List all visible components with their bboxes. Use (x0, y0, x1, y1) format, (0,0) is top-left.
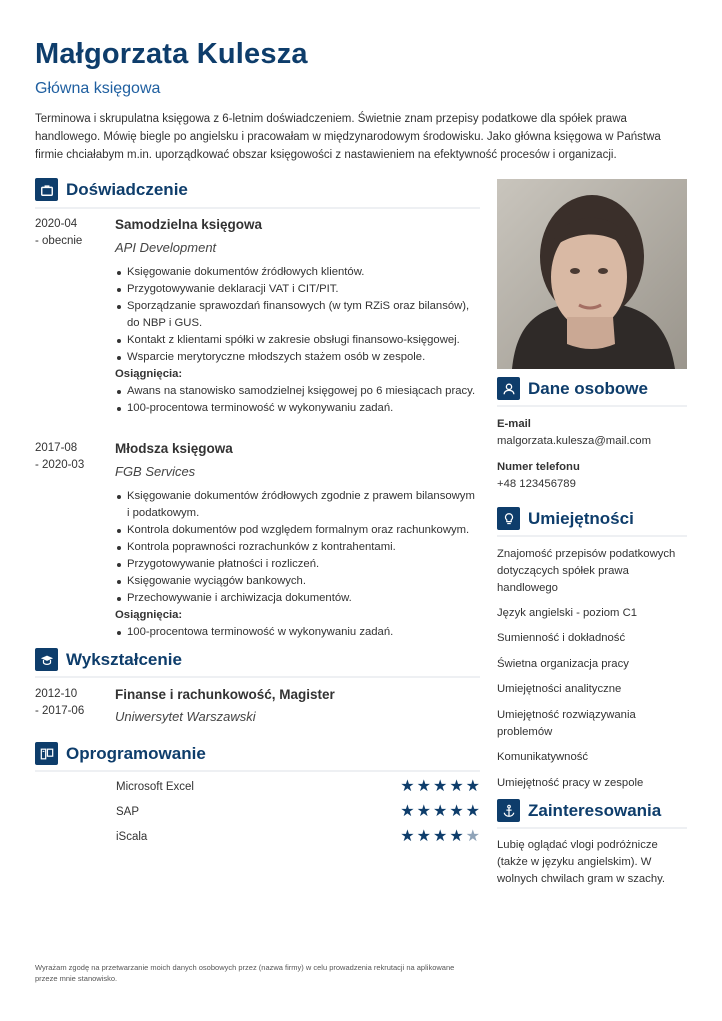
software-icon (35, 742, 58, 765)
education-title: Wykształcenie (66, 649, 182, 669)
job-role: Główna księgowa (35, 80, 161, 97)
list-item: Kontrola dokumentów pod względem formalnym oraz rachunkowym. (115, 522, 480, 539)
job-title: Młodsza księgowa (115, 441, 233, 456)
achievements-list (115, 383, 480, 417)
education-details (115, 686, 480, 733)
list-item: 100-procentowa terminowość w wykonywaniu zadań. (115, 624, 480, 641)
personal-details (497, 416, 687, 492)
rating-stars (400, 829, 480, 845)
personal-title: Dane osobowe (528, 378, 648, 398)
rating-stars (400, 804, 480, 820)
star-icon: ★ (449, 778, 464, 795)
list-item: Przygotowywanie płatności i rozliczeń. (115, 556, 480, 573)
list-item: Przygotowywanie deklaracji VAT i CIT/PIT. (115, 281, 480, 298)
experience-entry (35, 216, 485, 426)
skill-item: Komunikatywność (497, 751, 589, 763)
software-row (116, 827, 480, 847)
date-end: - obecnie (35, 235, 83, 247)
star-icon: ★ (400, 778, 415, 795)
phone-value[interactable]: +48 123456789 (497, 478, 576, 490)
interests-text: Lubię oglądać vlogi podróżnicze (także w języku angielskim). W wolnych chwilach gram w szachy. (497, 839, 666, 885)
interests-section-header (497, 799, 687, 829)
date-end: - 2017-06 (35, 705, 85, 717)
star-icon: ★ (449, 828, 464, 845)
briefcase-icon (35, 178, 58, 201)
star-icon: ★ (449, 803, 464, 820)
experience-entry (35, 440, 485, 640)
company-name: FGB Services (115, 464, 196, 479)
lightbulb-icon (497, 507, 520, 530)
list-item: 100-procentowa terminowość w wykonywaniu zadań. (115, 400, 480, 417)
date-start: 2017-08 (35, 442, 78, 454)
software-title: Oprogramowanie (66, 743, 206, 763)
anchor-icon (497, 799, 520, 822)
consent-clause: Wyrażam zgodę na przetwarzanie moich danych osobowych przez (nazwa firmy) w celu prowadzenia rekrutacji na aplikowane przeze mnie stanowisko. (35, 963, 455, 983)
skill-item: Umiejętność pracy w zespole (497, 777, 644, 789)
phone-label: Numer telefonu (497, 461, 580, 473)
star-icon: ★ (416, 778, 431, 795)
skill-item: Umiejętności analityczne (497, 683, 622, 695)
star-icon: ★ (432, 803, 448, 820)
personal-section-header (497, 377, 687, 407)
list-item: Kontrola poprawności rozrachunków z kontrahentami. (115, 539, 480, 556)
list-item: Kontakt z klientami spółki w zakresie obsługi finansowo-księgowej. (115, 332, 480, 349)
skill-item: Umiejętność rozwiązywania problemów (497, 709, 636, 738)
star-icon: ★ (465, 828, 480, 845)
list-item: Sporządzanie sprawozdań finansowych (w tym RZiS oraz bilansów), do NBP i GUS. (115, 298, 480, 332)
software-name: SAP (116, 806, 140, 818)
rating-stars (400, 779, 480, 795)
star-icon: ★ (416, 803, 431, 820)
graduation-cap-icon (35, 648, 58, 671)
email-label: E-mail (497, 418, 531, 430)
star-icon: ★ (416, 828, 431, 845)
duties-list (115, 488, 480, 607)
interests-title: Zainteresowania (528, 800, 662, 820)
job-details (115, 216, 480, 417)
job-dates (35, 216, 105, 250)
experience-section-header (35, 178, 480, 209)
skill-item: Świetna organizacja pracy (497, 658, 629, 670)
software-name: iScala (116, 831, 148, 843)
candidate-name: Małgorzata Kulesza (35, 38, 308, 70)
list-item: Księgowanie dokumentów źródłowych zgodnie z prawem bilansowym i podatkowym. (115, 488, 480, 522)
skills-title: Umiejętności (528, 508, 634, 528)
job-title: Samodzielna księgowa (115, 217, 263, 232)
star-icon: ★ (400, 803, 415, 820)
profile-summary: Terminowa i skrupulatna księgowa z 6-letnim doświadczeniem. Świetnie znam przepisy podatkowe dla spółek prawa handlowego. Mówię biegle po angielsku i pracowałam w międzynarodowym środowisku. Jako główna księgowa w Państwa firmie chciałabym m.in. uporządkować obszar księgowości z nastawieniem na efektywność procesów i organizacji. (35, 113, 661, 161)
date-start: 2012-10 (35, 688, 78, 700)
star-icon: ★ (465, 803, 480, 820)
star-icon: ★ (465, 778, 480, 795)
list-item: Awans na stanowisko samodzielnej księgowej po 6 miesiącach pracy. (115, 383, 480, 400)
skills-section-header (497, 507, 687, 537)
duties-list (115, 264, 480, 366)
star-icon: ★ (432, 828, 448, 845)
list-item: Wsparcie merytoryczne młodszych stażem osób w zespole. (115, 349, 480, 366)
education-section-header (35, 648, 480, 678)
software-name: Microsoft Excel (116, 781, 194, 793)
person-icon (497, 377, 520, 400)
list-item: Księgowanie dokumentów źródłowych klientów. (115, 264, 480, 281)
email-value[interactable]: malgorzata.kulesza@mail.com (497, 435, 651, 447)
list-item: Przechowywanie i archiwizacja dokumentów. (115, 590, 480, 607)
education-entry (35, 686, 485, 736)
software-row (116, 777, 480, 797)
achievements-label: Osiągnięcia: (115, 609, 183, 621)
skill-item: Język angielski - poziom C1 (497, 607, 638, 619)
job-details (115, 440, 480, 641)
education-dates (35, 686, 105, 720)
star-icon: ★ (400, 828, 415, 845)
list-item: Księgowanie wyciągów bankowych. (115, 573, 480, 590)
profile-photo (497, 179, 687, 369)
school-name: Uniwersytet Warszawski (115, 709, 256, 724)
date-end: - 2020-03 (35, 459, 85, 471)
achievements-list (115, 624, 480, 641)
software-section-header (35, 742, 480, 772)
experience-title: Doświadczenie (66, 179, 188, 199)
job-dates (35, 440, 105, 474)
achievements-label: Osiągnięcia: (115, 368, 183, 380)
skill-item: Znajomość przepisów podatkowych dotyczących spółek prawa handlowego (497, 548, 676, 594)
star-icon: ★ (432, 778, 448, 795)
software-row (116, 802, 480, 822)
company-name: API Development (115, 240, 217, 255)
date-start: 2020-04 (35, 218, 78, 230)
degree: Finanse i rachunkowość, Magister (115, 687, 335, 702)
skill-item: Sumienność i dokładność (497, 632, 626, 644)
